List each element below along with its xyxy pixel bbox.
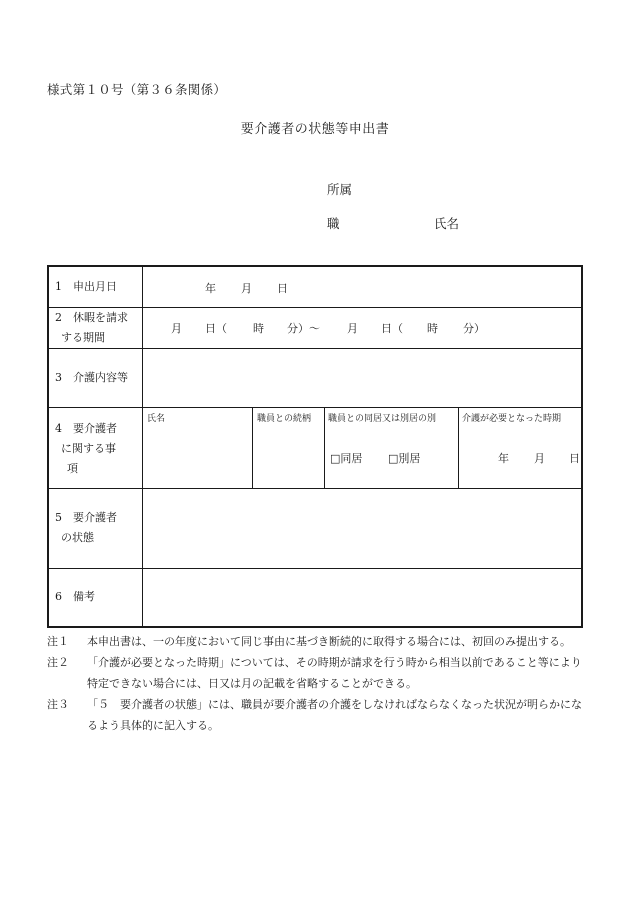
note-item (47, 652, 592, 694)
period-start-month: 月 (171, 322, 182, 335)
applicant-name-label: 氏名 (434, 216, 460, 231)
row-label-line: 5 要介護者 (55, 511, 117, 524)
form-number: 様式第１０号（第３６条関係） (47, 82, 227, 97)
note-text: 本申出書は、一の年度において同じ事由に基づき断続的に取得する場合には、初回のみ提出する。 (87, 635, 571, 648)
column-divider (324, 407, 325, 488)
col-header-name: 氏名 (147, 414, 166, 424)
row-divider (49, 307, 581, 308)
row-label-line: の状態 (61, 531, 94, 544)
period-start-hour: 時 (253, 322, 264, 335)
row-label-application-date: 1 申出月日 (55, 280, 117, 293)
care-period-month: 月 (534, 452, 545, 465)
period-start-day: 日（ (205, 322, 227, 335)
date-day-label: 日 (277, 282, 288, 295)
document-title: 要介護者の状態等申出書 (240, 122, 390, 137)
care-period-day: 日 (569, 452, 580, 465)
note-text: 「介護が必要となった時期」については、その時期が請求を行う時から相当以前であること等により特定できない場合には、日又は月の記載を省略することができる。 (87, 656, 582, 690)
date-year-label: 年 (205, 282, 216, 295)
period-end-month: 月 (347, 322, 358, 335)
period-end-minute: 分） (463, 322, 485, 335)
row-label-care-recipient (55, 419, 117, 479)
column-divider (458, 407, 459, 488)
row-label-line: 項 (67, 462, 78, 475)
column-divider (252, 407, 253, 488)
row-divider (49, 488, 581, 489)
row-label-remarks: 6 備考 (55, 590, 95, 603)
period-start-minute: 分）～ (287, 322, 320, 335)
row-label-care-details: 3 介護内容等 (55, 371, 128, 384)
col-header-cohabitation: 職員との同居又は別居の別 (328, 414, 437, 424)
date-month-label: 月 (241, 282, 252, 295)
care-period-year: 年 (498, 452, 509, 465)
note-item (47, 631, 592, 652)
cohabit-checkbox-option[interactable]: □同居 (330, 452, 363, 465)
row-label-line: する期間 (61, 331, 105, 344)
note-number: 注３ (47, 698, 69, 711)
row-divider (49, 348, 581, 349)
row-label-line: に関する事 (61, 442, 116, 455)
col-header-relationship: 職員との続柄 (257, 414, 312, 424)
post-label: 職 (327, 216, 340, 231)
period-end-day: 日（ (381, 322, 403, 335)
row-divider (49, 407, 581, 408)
application-form-table (47, 265, 583, 628)
row-label-line: 4 要介護者 (55, 422, 117, 435)
notes-section (47, 631, 592, 736)
note-number: 注２ (47, 656, 69, 669)
col-header-care-start-period: 介護が必要となった時期 (462, 414, 562, 424)
note-item (47, 694, 592, 736)
row-label-line: 2 休暇を請求 (55, 311, 128, 324)
period-end-hour: 時 (427, 322, 438, 335)
separate-checkbox-option[interactable]: □別居 (388, 452, 421, 465)
row-divider (49, 568, 581, 569)
row-label-recipient-condition (55, 508, 117, 548)
affiliation-label: 所属 (327, 182, 353, 197)
note-number: 注１ (47, 635, 69, 648)
note-text: 「５ 要介護者の状態」には、職員が要介護者の介護をしなければならなくなった状況が明らかになるよう具体的に記入する。 (87, 698, 582, 732)
row-label-leave-period (55, 308, 128, 348)
label-column-divider (142, 267, 143, 626)
